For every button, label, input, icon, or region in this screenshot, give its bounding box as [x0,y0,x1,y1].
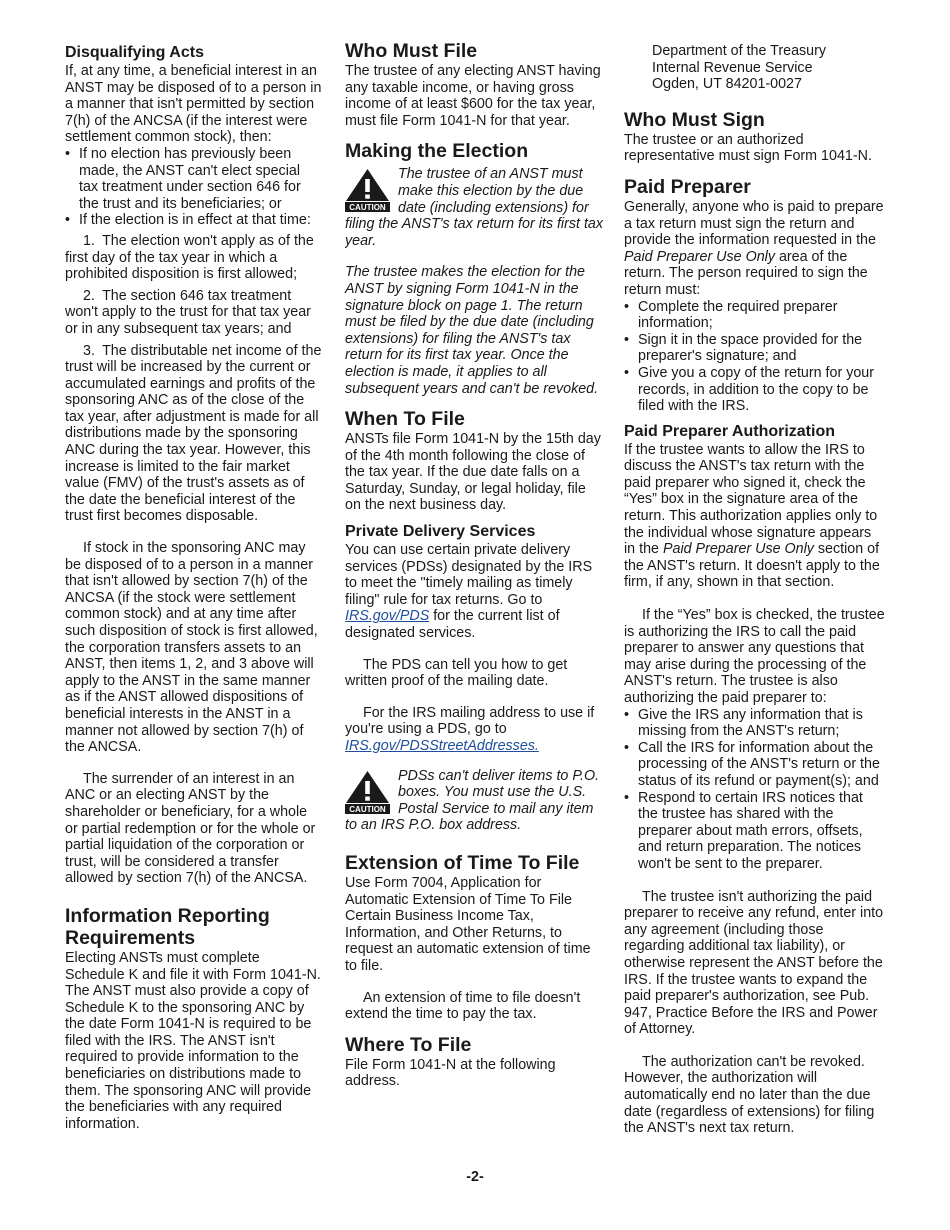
who-must-file-paragraph: The trustee of any electing ANST having any taxable income, or having gross income of at least $600 for the tax year, must file Form 1041-N for that year. [345,63,601,129]
paid-preparer-bullet-2: • Sign it in the space provided for the preparer's signature; and [624,331,863,365]
bullet-icon: • [65,212,71,229]
where-to-file-heading: Where To File [345,1033,472,1056]
address-line-1: Department of the Treasury [652,43,827,59]
when-to-file-paragraph: ANSTs file Form 1041-N by the 15th day of the 4th month following the close of the tax year. If the due date falls on a Saturday, Sunday, or legal holiday, file on the next business day. [345,431,601,514]
who-must-sign-heading: Who Must Sign [624,108,765,131]
caution-label: CAUTION [349,804,386,814]
bullet-icon: • [624,789,630,806]
caution-icon [345,770,390,814]
extension-paragraph-2: An extension of time to file doesn't extend the time to pay the tax. [345,989,581,1023]
bullet-icon: • [624,706,630,723]
disqualifying-item-3: 3. The distributable net income of the trust will be increased by the current or accumulated earnings and profits of the sponsoring ANC as of the close of the tax year, after adjustment is made for all distributions made by the sponsoring ANC during the tax year. However, this increase is limited to the fair market value (FMV) of the trust's assets as of the date the beneficial interest of the trust first becomes disposable. [65,342,322,525]
irs-pds-street-link[interactable]: IRS.gov/PDSStreetAddresses. [345,738,539,754]
bullet-icon: • [624,331,630,348]
bullet-icon: • [65,145,71,162]
authorization-paragraph-1: If the trustee wants to allow the IRS to discuss the ANST's tax return with the paid preparer who signed it, check the “Yes” box in the signature area of the return. This authorization applies only to the individual whose signature appears in the Paid Preparer Use Only section of the ANST's return. It doesn't apply to the firm, if any, shown in that section. [624,441,880,591]
paid-preparer-heading: Paid Preparer [624,175,751,198]
mailing-address [624,43,886,93]
authorization-paragraph-4: The authorization can't be revoked. However, the authorization will automatically end no later than the due date (regardless of extensions) for filing the ANST's next tax return. [624,1053,875,1137]
who-must-file-heading: Who Must File [345,40,478,62]
address-line-2: Internal Revenue Service [652,59,813,76]
bullet-icon: • [624,298,630,315]
paid-preparer-bullet-3: • Give you a copy of the return for your records, in addition to the copy to be filed with the IRS. [624,364,875,415]
private-delivery-heading: Private Delivery Services [345,523,536,541]
column-1 [65,40,323,1132]
caution-label: CAUTION [349,203,386,213]
authorization-paragraph-3: The trustee isn't authorizing the paid preparer to receive any refund, enter into any agreement (including those regarding additional tax liability), or otherwise represent the ANST before the IRS. If the trustee wants to expand the paid preparer's authorization, see Pub. 947, Practice Before the IRS and Power of Attorney. [624,888,884,1038]
caution-block [345,768,605,834]
making-election-caution: The trustee of an ANST must make this election by the due date (including extensions) for filing the ANST's tax return for its first tax year. [345,166,604,249]
disqualifying-item-1: 1. The election won't apply as of the first day of the tax year in which a prohibited disposition is first allowed; [65,232,314,283]
paid-preparer-authorization-heading: Paid Preparer Authorization [624,422,835,440]
paid-preparer-paragraph: Generally, anyone who is paid to prepare a tax return must sign the return and provide the information requested in the Paid Preparer Use Only area of the return. The person required to sign the return must: [624,198,884,298]
column-3 [624,40,886,1137]
page-number: -2- [466,1169,484,1185]
information-reporting-paragraph: Electing ANSTs must complete Schedule K and file it with Form 1041-N. The ANST must also provide a copy of Schedule K to the sponsoring ANC by the date Form 1041-N is required to be filed with the IRS. The ANST isn't required to provide information to the beneficiaries on distributions made to them. The sponsoring ANC will provide the beneficiaries with any required information. [65,949,321,1132]
extension-paragraph-1: Use Form 7004, Application for Automatic Extension of Time To File Certain Business Income Tax, Information, and Other Returns, to request an automatic extension of time to file. [345,874,591,974]
pds-paragraph-1: You can use certain private delivery services (PDSs) designated by the IRS to meet the "timely mailing as timely filing" rule for tax returns. Go to IRS.gov/PDS for the current list of designated services. [345,542,593,642]
bullet-icon: • [624,739,630,756]
extension-heading: Extension of Time To File [345,851,580,874]
authorization-paragraph-2: If the “Yes” box is checked, the trustee is authorizing the IRS to call the paid preparer to answer any questions that may arise during the processing of the ANST's return. The trustee is also authorizing the paid preparer to: [624,607,885,706]
irs-pds-link[interactable]: IRS.gov/PDS [345,608,430,625]
disqualifying-bullet-2: • If the election is in effect at that time: [65,212,311,229]
information-reporting-heading: Information Reporting Requirements [65,904,270,949]
pds-caution: PDSs can't deliver items to P.O. boxes. You must use the U.S. Postal Service to mail any item to an IRS P.O. box address. [345,767,600,834]
disqualifying-acts-heading: Disqualifying Acts [65,44,204,61]
pds-paragraph-3: For the IRS mailing address to use if you're using a PDS, go to IRS.gov/PDSStreetAddresses. [345,704,595,754]
where-to-file-paragraph: File Form 1041-N at the following address. [345,1056,556,1090]
bullet-icon: • [624,364,630,381]
authorization-bullet-3: • Respond to certain IRS notices that the trustee has shared with the preparer about math errors, offsets, and return preparation. The notices won't be sent to the preparer. [624,789,863,872]
authorization-bullet-1: • Give the IRS any information that is missing from the ANST's return; [624,706,863,740]
stock-disposal-paragraph: If stock in the sponsoring ANC may be disposed of to a person in a manner that isn't allowed by section 7(h) of the ANCSA (if the stock were settlement common stock) and at any time after such disposition of stock is first allowed, the corporation transfers assets to an ANST, then items 1, 2, and 3 above will apply to the ANST in the same manner as if the ANST allowed dispositions of beneficial interests in the ANST in a manner not allowed by section 7(h) of the ANCSA. [65,540,318,756]
address-line-3: Ogden, UT 84201-0027 [652,76,802,93]
column-2 [345,40,605,1090]
paid-preparer-bullet-1: • Complete the required preparer information; [624,298,838,332]
pds-paragraph-2: The PDS can tell you how to get written proof of the mailing date. [345,656,568,690]
disqualifying-item-2: 2. The section 646 tax treatment won't apply to the trust for that tax year or in any subsequent tax years; and [65,287,311,337]
caution-icon [345,168,390,212]
disqualifying-bullet-1: • If no election has previously been made, the ANST can't elect special tax treatment under section 646 for the trust and its beneficiaries; or [65,145,301,212]
making-election-paragraph: The trustee makes the election for the ANST by signing Form 1041-N in the signature block on page 1. The return must be filed by the due date (including extensions) for filing the ANST's tax return for its first tax year. Once the election is made, it applies to all subsequent years and can't be revoked. [345,264,599,397]
disqualifying-intro: If, at any time, a beneficial interest in an ANST may be disposed of to a person in a manner that isn't permitted by section 7(h) of the ANCSA (if the interest were settlement common stock), then: [65,63,322,146]
when-to-file-heading: When To File [345,408,465,431]
surrender-paragraph: The surrender of an interest in an ANC or an electing ANST by the shareholder or beneficiary, for a whole or partial redemption or for the whole or partial liquidation of the corporation or trust, will be considered a transfer allowed by section 7(h) of the ANCSA. [65,770,316,887]
making-election-heading: Making the Election [345,140,529,163]
who-must-sign-paragraph: The trustee or an authorized representative must sign Form 1041-N. [624,131,872,165]
authorization-bullet-2: • Call the IRS for information about the processing of the ANST's return or the status of its refund or payment(s); and [624,739,880,789]
caution-block [345,166,605,249]
